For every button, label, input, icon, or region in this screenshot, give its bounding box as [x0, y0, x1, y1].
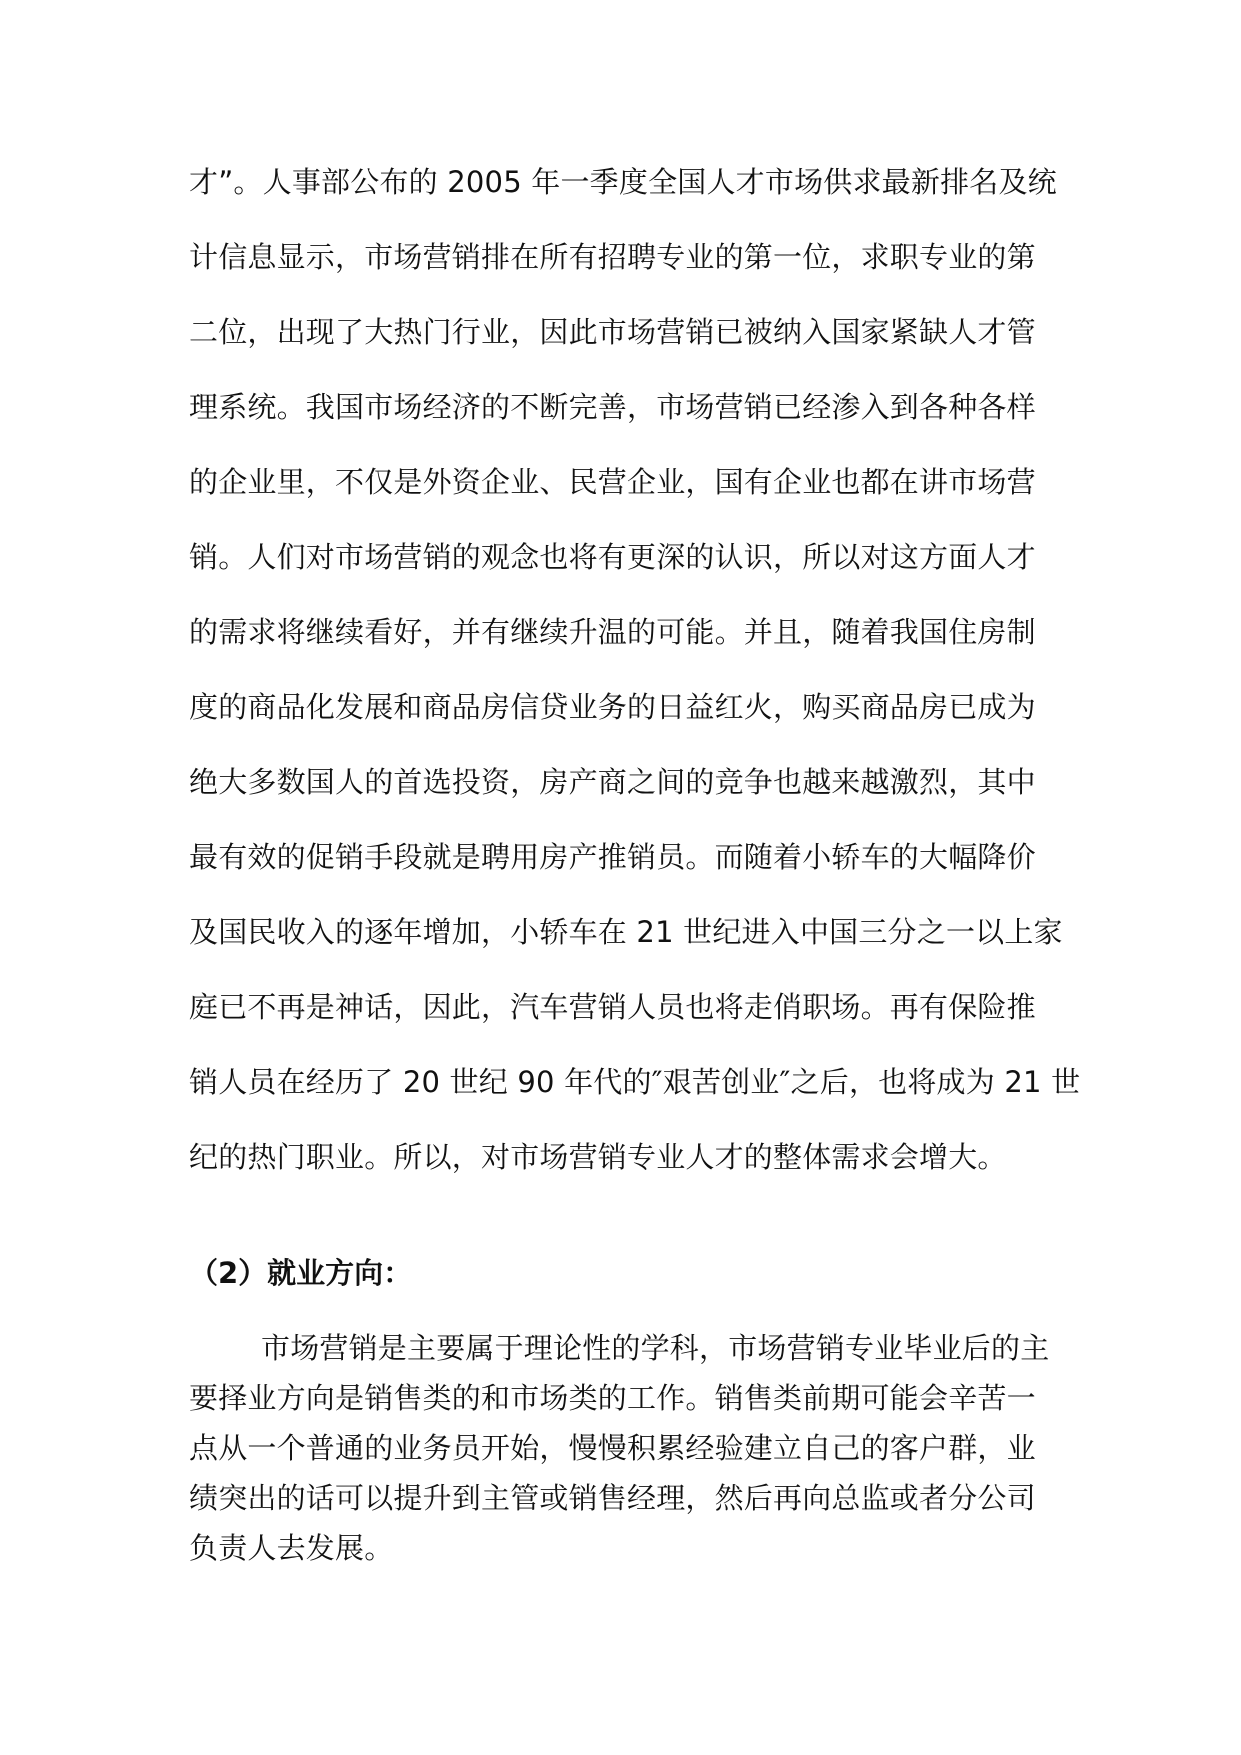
text-line: 点从一个普通的业务员开始，慢慢积累经验建立自己的客户群，业: [189, 1431, 1036, 1465]
text-line: 绝大多数国人的首选投资，房产商之间的竞争也越来越激烈，其中: [189, 765, 1036, 799]
text-line: 二位，出现了大热门行业，因此市场营销已被纳入国家紧缺人才管: [189, 315, 1036, 349]
text-line: 销人员在经历了 20 世纪 90 年代的″艰苦创业″之后，也将成为 21 世: [189, 1065, 1081, 1099]
section-heading-employment-direction: （2）就业方向：: [189, 1256, 413, 1290]
text-line: 市场营销是主要属于理论性的学科，市场营销专业毕业后的主: [261, 1331, 1050, 1365]
text-line: 庭已不再是神话，因此，汽车营销人员也将走俏职场。再有保险推: [189, 990, 1036, 1024]
text-line: 负责人去发展。: [189, 1531, 394, 1565]
text-line: 纪的热门职业。所以，对市场营销专业人才的整体需求会增大。: [189, 1140, 1007, 1174]
paragraph-employment-direction: [189, 1323, 1059, 1573]
text-line: 的企业里，不仅是外资企业、民营企业，国有企业也都在讲市场营: [189, 465, 1036, 499]
text-line: 及国民收入的逐年增加，小轿车在 21 世纪进入中国三分之一以上家: [189, 915, 1063, 949]
paragraph-market-demand: [189, 157, 1081, 1207]
text-line: 才”。人事部公布的 2005 年一季度全国人才市场供求最新排名及统: [189, 165, 1057, 199]
text-line: 度的商品化发展和商品房信贷业务的日益红火，购买商品房已成为: [189, 690, 1036, 724]
text-line: 最有效的促销手段就是聘用房产推销员。而随着小轿车的大幅降价: [189, 840, 1036, 874]
text-line: 的需求将继续看好，并有继续升温的可能。并且，随着我国住房制: [189, 615, 1036, 649]
text-line: 销。人们对市场营销的观念也将有更深的认识，所以对这方面人才: [189, 540, 1036, 574]
text-line: 绩突出的话可以提升到主管或销售经理，然后再向总监或者分公司: [189, 1481, 1036, 1515]
text-line: 要择业方向是销售类的和市场类的工作。销售类前期可能会辛苦一: [189, 1381, 1036, 1415]
text-line: 计信息显示，市场营销排在所有招聘专业的第一位，求职专业的第: [189, 240, 1036, 274]
text-line: 理系统。我国市场经济的不断完善，市场营销已经渗入到各种各样: [189, 390, 1036, 424]
